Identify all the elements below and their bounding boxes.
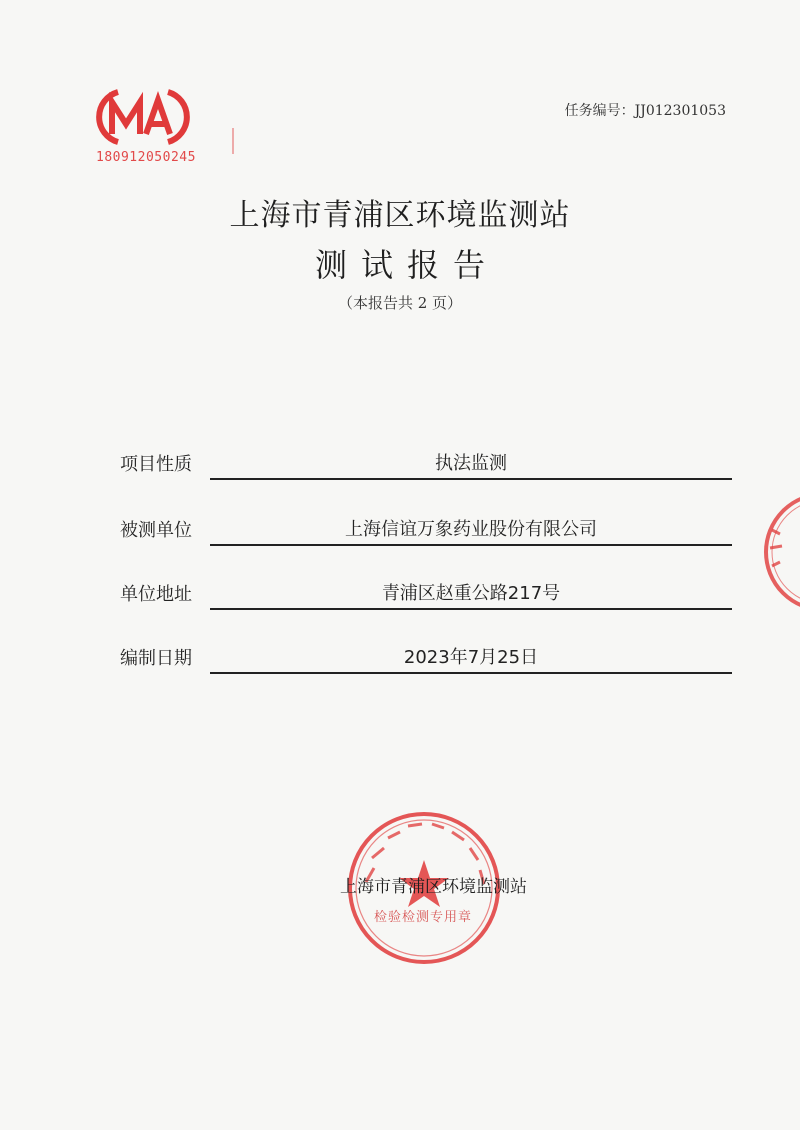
cma-certification-mark xyxy=(88,84,208,174)
edge-seal-stamp xyxy=(758,490,800,620)
field-unit-address xyxy=(120,576,732,610)
field-value: 执法监测 xyxy=(435,453,507,474)
field-underline xyxy=(210,478,732,480)
pen-mark xyxy=(232,128,234,154)
field-compile-date xyxy=(120,640,732,674)
field-underline xyxy=(210,672,732,674)
field-value: 2023年7月25日 xyxy=(403,647,539,668)
task-number: 任务编号：JJ012301053 xyxy=(564,103,726,119)
cma-logo-icon xyxy=(88,84,198,150)
field-tested-unit xyxy=(120,512,732,546)
field-value: 青浦区赵重公路217号 xyxy=(381,583,561,604)
field-project-nature xyxy=(120,446,732,480)
field-underline xyxy=(210,608,732,610)
field-label: 单位地址 xyxy=(120,584,192,605)
seal-fragment-icon xyxy=(758,490,800,620)
organization-title: 上海市青浦区环境监测站 xyxy=(229,198,571,233)
page-count: （本报告共 2 页） xyxy=(337,294,463,312)
field-label: 被测单位 xyxy=(120,520,192,541)
cma-number: 180912050245 xyxy=(96,150,196,165)
field-label: 编制日期 xyxy=(120,648,192,669)
report-title: 测试报告 xyxy=(314,246,499,284)
field-underline xyxy=(210,544,732,546)
field-label: 项目性质 xyxy=(120,454,192,475)
stamp-organization-name: 上海市青浦区环境监测站 xyxy=(340,877,527,897)
seal-text: 检验检测专用章 xyxy=(374,910,473,925)
field-value: 上海信谊万象药业股份有限公司 xyxy=(345,519,597,540)
